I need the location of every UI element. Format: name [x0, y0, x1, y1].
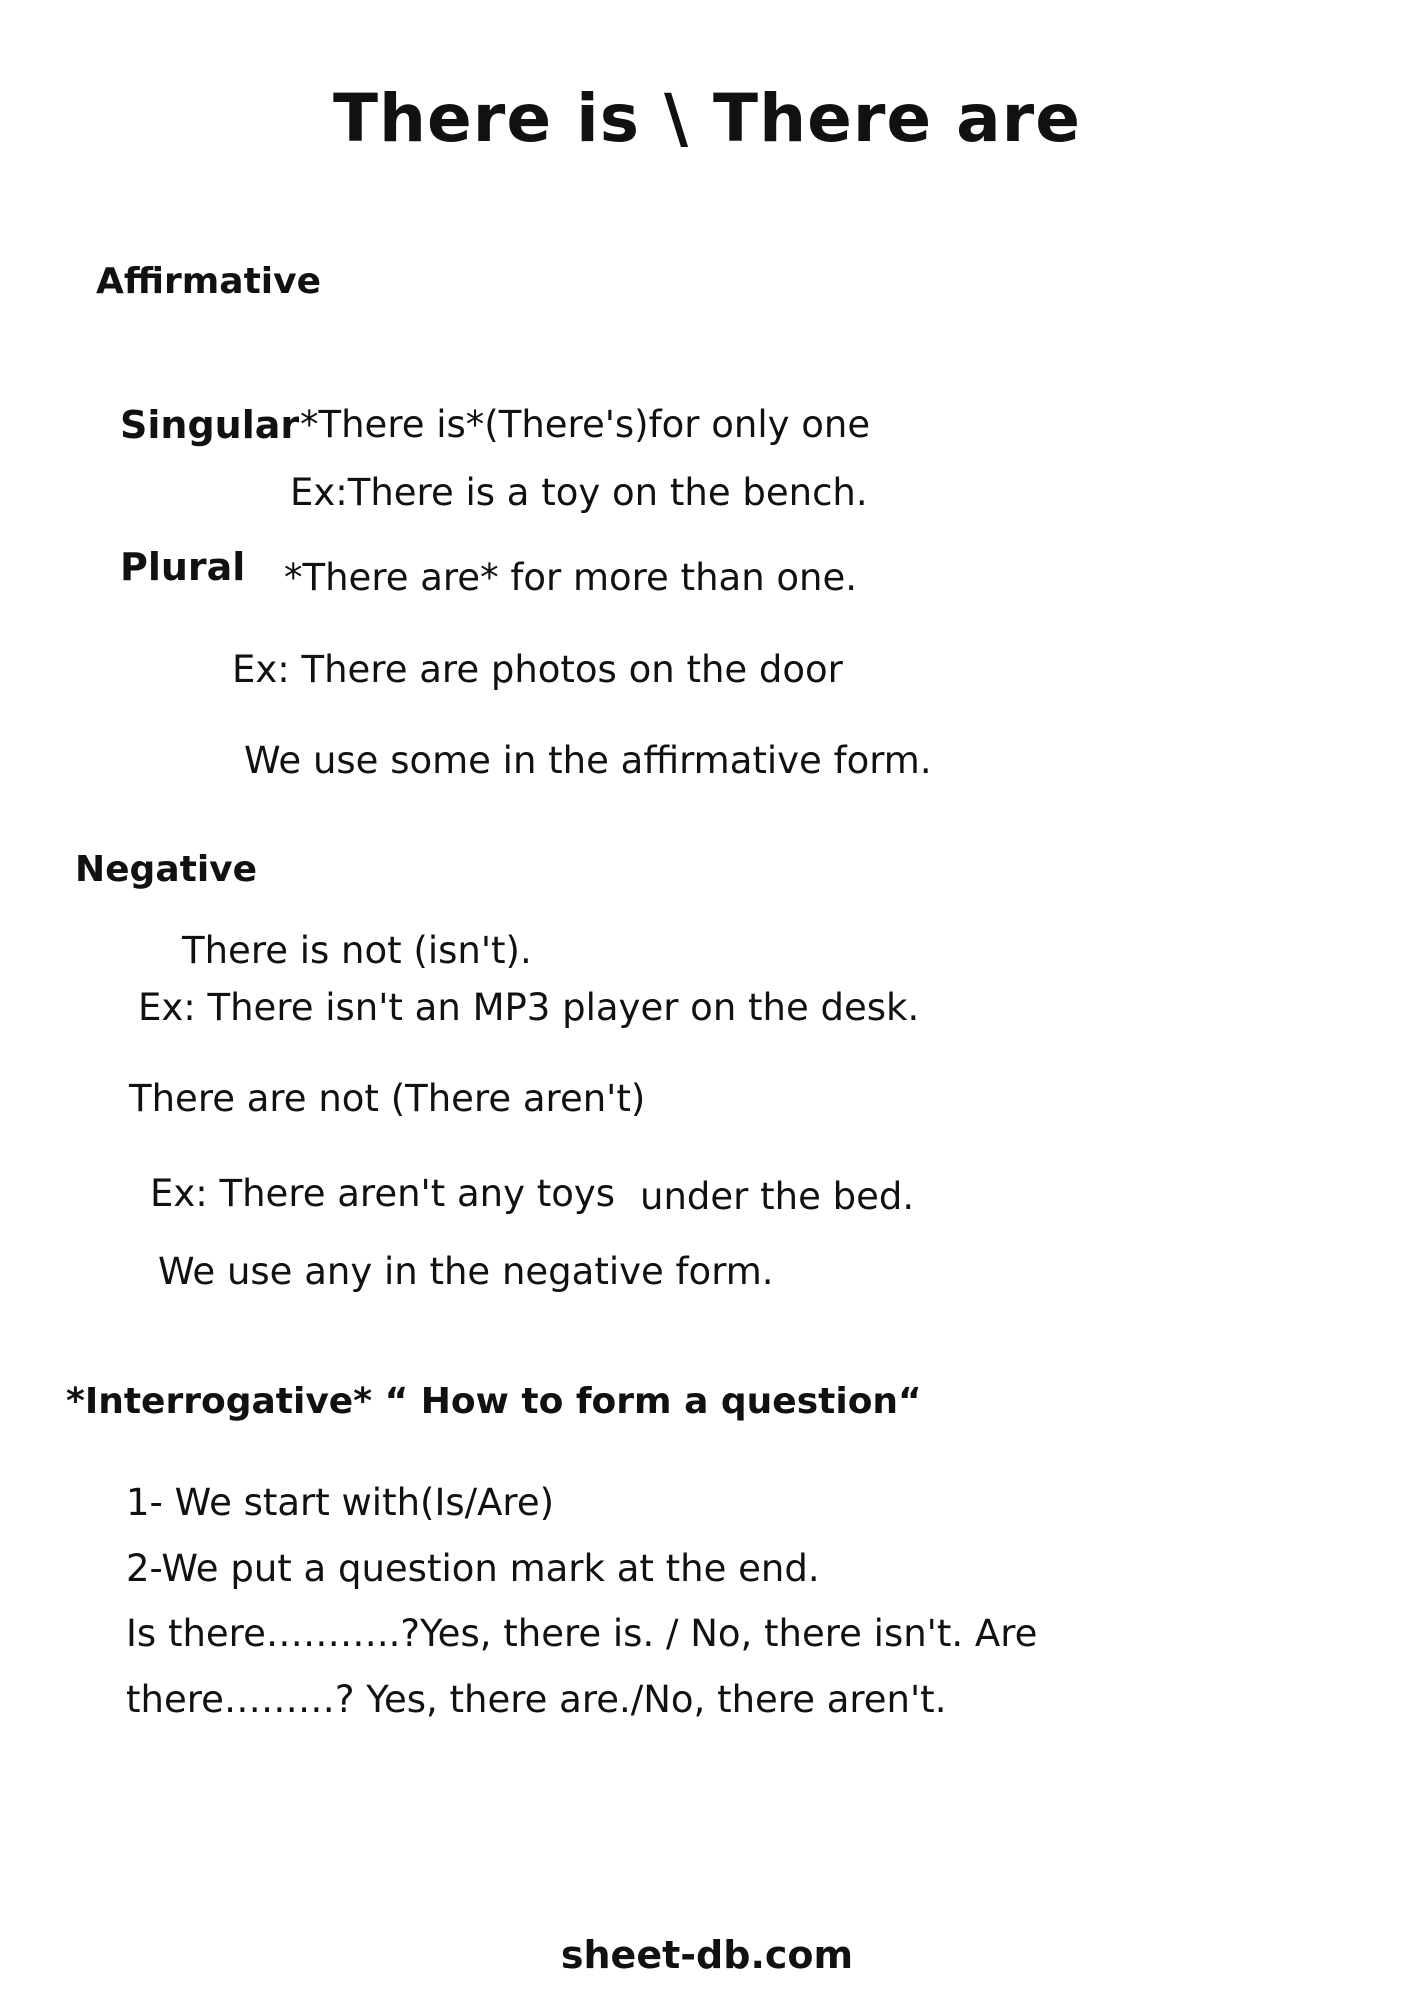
affirmative-note: We use some in the affirmative form. — [244, 739, 932, 782]
singular-rule: *There is*(There's)for only one — [300, 403, 871, 446]
negative-singular-example: Ex: There isn't an MP3 player on the desk. — [138, 986, 920, 1029]
plural-label: Plural — [120, 545, 246, 589]
singular-label: Singular — [120, 403, 300, 447]
interrogative-line: 1- We start with(Is/Are) — [126, 1481, 555, 1524]
plural-rule: *There are* for more than one. — [284, 556, 858, 599]
interrogative-line: there………? Yes, there are./No, there aren't. — [126, 1678, 947, 1721]
plural-example: Ex: There are photos on the door — [232, 648, 843, 691]
page-title: There is \ There are — [333, 80, 1081, 157]
negative-plural-example-part1: Ex: There aren't any toys — [150, 1172, 616, 1215]
negative-plural-rule: There are not (There aren't) — [129, 1077, 646, 1120]
negative-plural-example-part2: under the bed. — [640, 1175, 915, 1218]
footer-site: sheet-db.com — [560, 1933, 854, 1977]
interrogative-line: 2-We put a question mark at the end. — [126, 1547, 820, 1590]
affirmative-heading: Affirmative — [96, 261, 321, 302]
interrogative-heading: *Interrogative* “ How to form a question“ — [66, 1381, 922, 1422]
negative-singular-rule: There is not (isn't). — [182, 929, 532, 972]
negative-heading: Negative — [75, 849, 258, 890]
singular-example: Ex:There is a toy on the bench. — [290, 471, 868, 514]
negative-note: We use any in the negative form. — [158, 1250, 774, 1293]
interrogative-line: Is there………..?Yes, there is. / No, there isn't. Are — [126, 1612, 1038, 1655]
